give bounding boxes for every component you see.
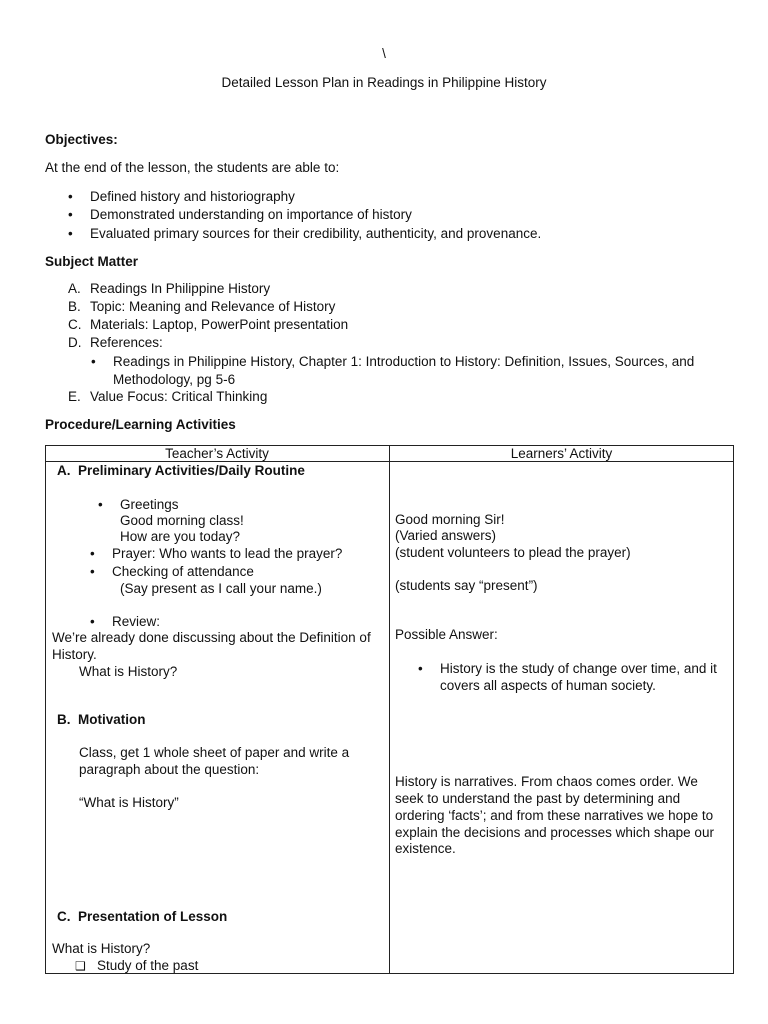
teacher-box-item: ❑ Study of the past — [97, 958, 198, 973]
learner-line: (students say “present”) — [395, 578, 538, 593]
learner-answer-cont: covers all aspects of human society. — [440, 678, 656, 693]
section-c-title: Presentation of Lesson — [78, 909, 228, 924]
subject-item-letter: E. — [68, 389, 81, 404]
learner-line: seek to understand the past by determining and — [395, 791, 681, 806]
teacher-line: History. — [52, 647, 97, 662]
column-header-teacher: Teacher’s Activity — [165, 446, 269, 461]
subject-item-letter: D. — [68, 335, 82, 350]
objective-item: • Defined history and historiography — [90, 189, 295, 204]
learner-line: Possible Answer: — [395, 627, 498, 642]
teacher-greetings: • Greetings — [120, 497, 179, 512]
objectives-intro: At the end of the lesson, the students are able to: — [45, 160, 340, 175]
teacher-line: “What is History” — [79, 795, 179, 810]
subject-item-letter: A. — [68, 281, 81, 296]
subject-matter-heading: Subject Matter — [45, 254, 139, 269]
learner-line: (student volunteers to plead the prayer) — [395, 545, 631, 560]
learner-line: (Varied answers) — [395, 528, 497, 543]
header-mark: \ — [382, 46, 386, 61]
teacher-line: We’re already done discussing about the Definition of — [52, 630, 371, 645]
teacher-review: • Review: — [112, 614, 160, 629]
section-a-title: Preliminary Activities/Daily Routine — [78, 463, 305, 478]
reference-item: • Readings in Philippine History, Chapter 1: Introduction to History: Definition, Issues, Sources, and — [113, 354, 694, 369]
teacher-line: Class, get 1 whole sheet of paper and write a — [79, 745, 350, 760]
subject-item-letter: C. — [68, 317, 82, 332]
teacher-line: How are you today? — [120, 529, 241, 544]
document-title: Detailed Lesson Plan in Readings in Philippine History — [221, 75, 547, 90]
learner-line: History is narratives. From chaos comes order. We — [395, 774, 698, 789]
subject-item: Value Focus: Critical Thinking — [90, 389, 268, 404]
teacher-line: Good morning class! — [120, 513, 244, 528]
table-column-divider — [389, 446, 390, 973]
subject-item-letter: B. — [68, 299, 81, 314]
teacher-line: (Say present as I call your name.) — [120, 581, 322, 596]
teacher-line: What is History? — [52, 941, 151, 956]
objective-item: • Demonstrated understanding on importance of history — [90, 207, 412, 222]
learner-line: explain the decisions and processes which shape our — [395, 825, 714, 840]
section-a-letter: A. — [57, 463, 71, 478]
subject-item: Topic: Meaning and Relevance of History — [90, 299, 336, 314]
section-c-letter: C. — [57, 909, 71, 924]
reference-item-cont: Methodology, pg 5-6 — [113, 372, 236, 387]
objective-item: • Evaluated primary sources for their credibility, authenticity, and provenance. — [90, 226, 541, 241]
teacher-line: What is History? — [79, 664, 178, 679]
subject-item: Readings In Philippine History — [90, 281, 271, 296]
learner-answer: • History is the study of change over time, and it — [440, 661, 717, 676]
section-b-title: Motivation — [78, 712, 146, 727]
learner-line: existence. — [395, 841, 456, 856]
section-b-letter: B. — [57, 712, 71, 727]
subject-item: References: — [90, 335, 163, 350]
objectives-heading: Objectives: — [45, 132, 118, 147]
learner-line: ordering ‘facts’; and from these narratives we hope to — [395, 808, 714, 823]
teacher-attendance: • Checking of attendance — [112, 564, 254, 579]
column-header-learners: Learners’ Activity — [510, 446, 613, 461]
teacher-prayer: • Prayer: Who wants to lead the prayer? — [112, 546, 342, 561]
learner-line: Good morning Sir! — [395, 512, 505, 527]
procedure-heading: Procedure/Learning Activities — [45, 417, 236, 432]
subject-item: Materials: Laptop, PowerPoint presentation — [90, 317, 349, 332]
teacher-line: paragraph about the question: — [79, 762, 260, 777]
